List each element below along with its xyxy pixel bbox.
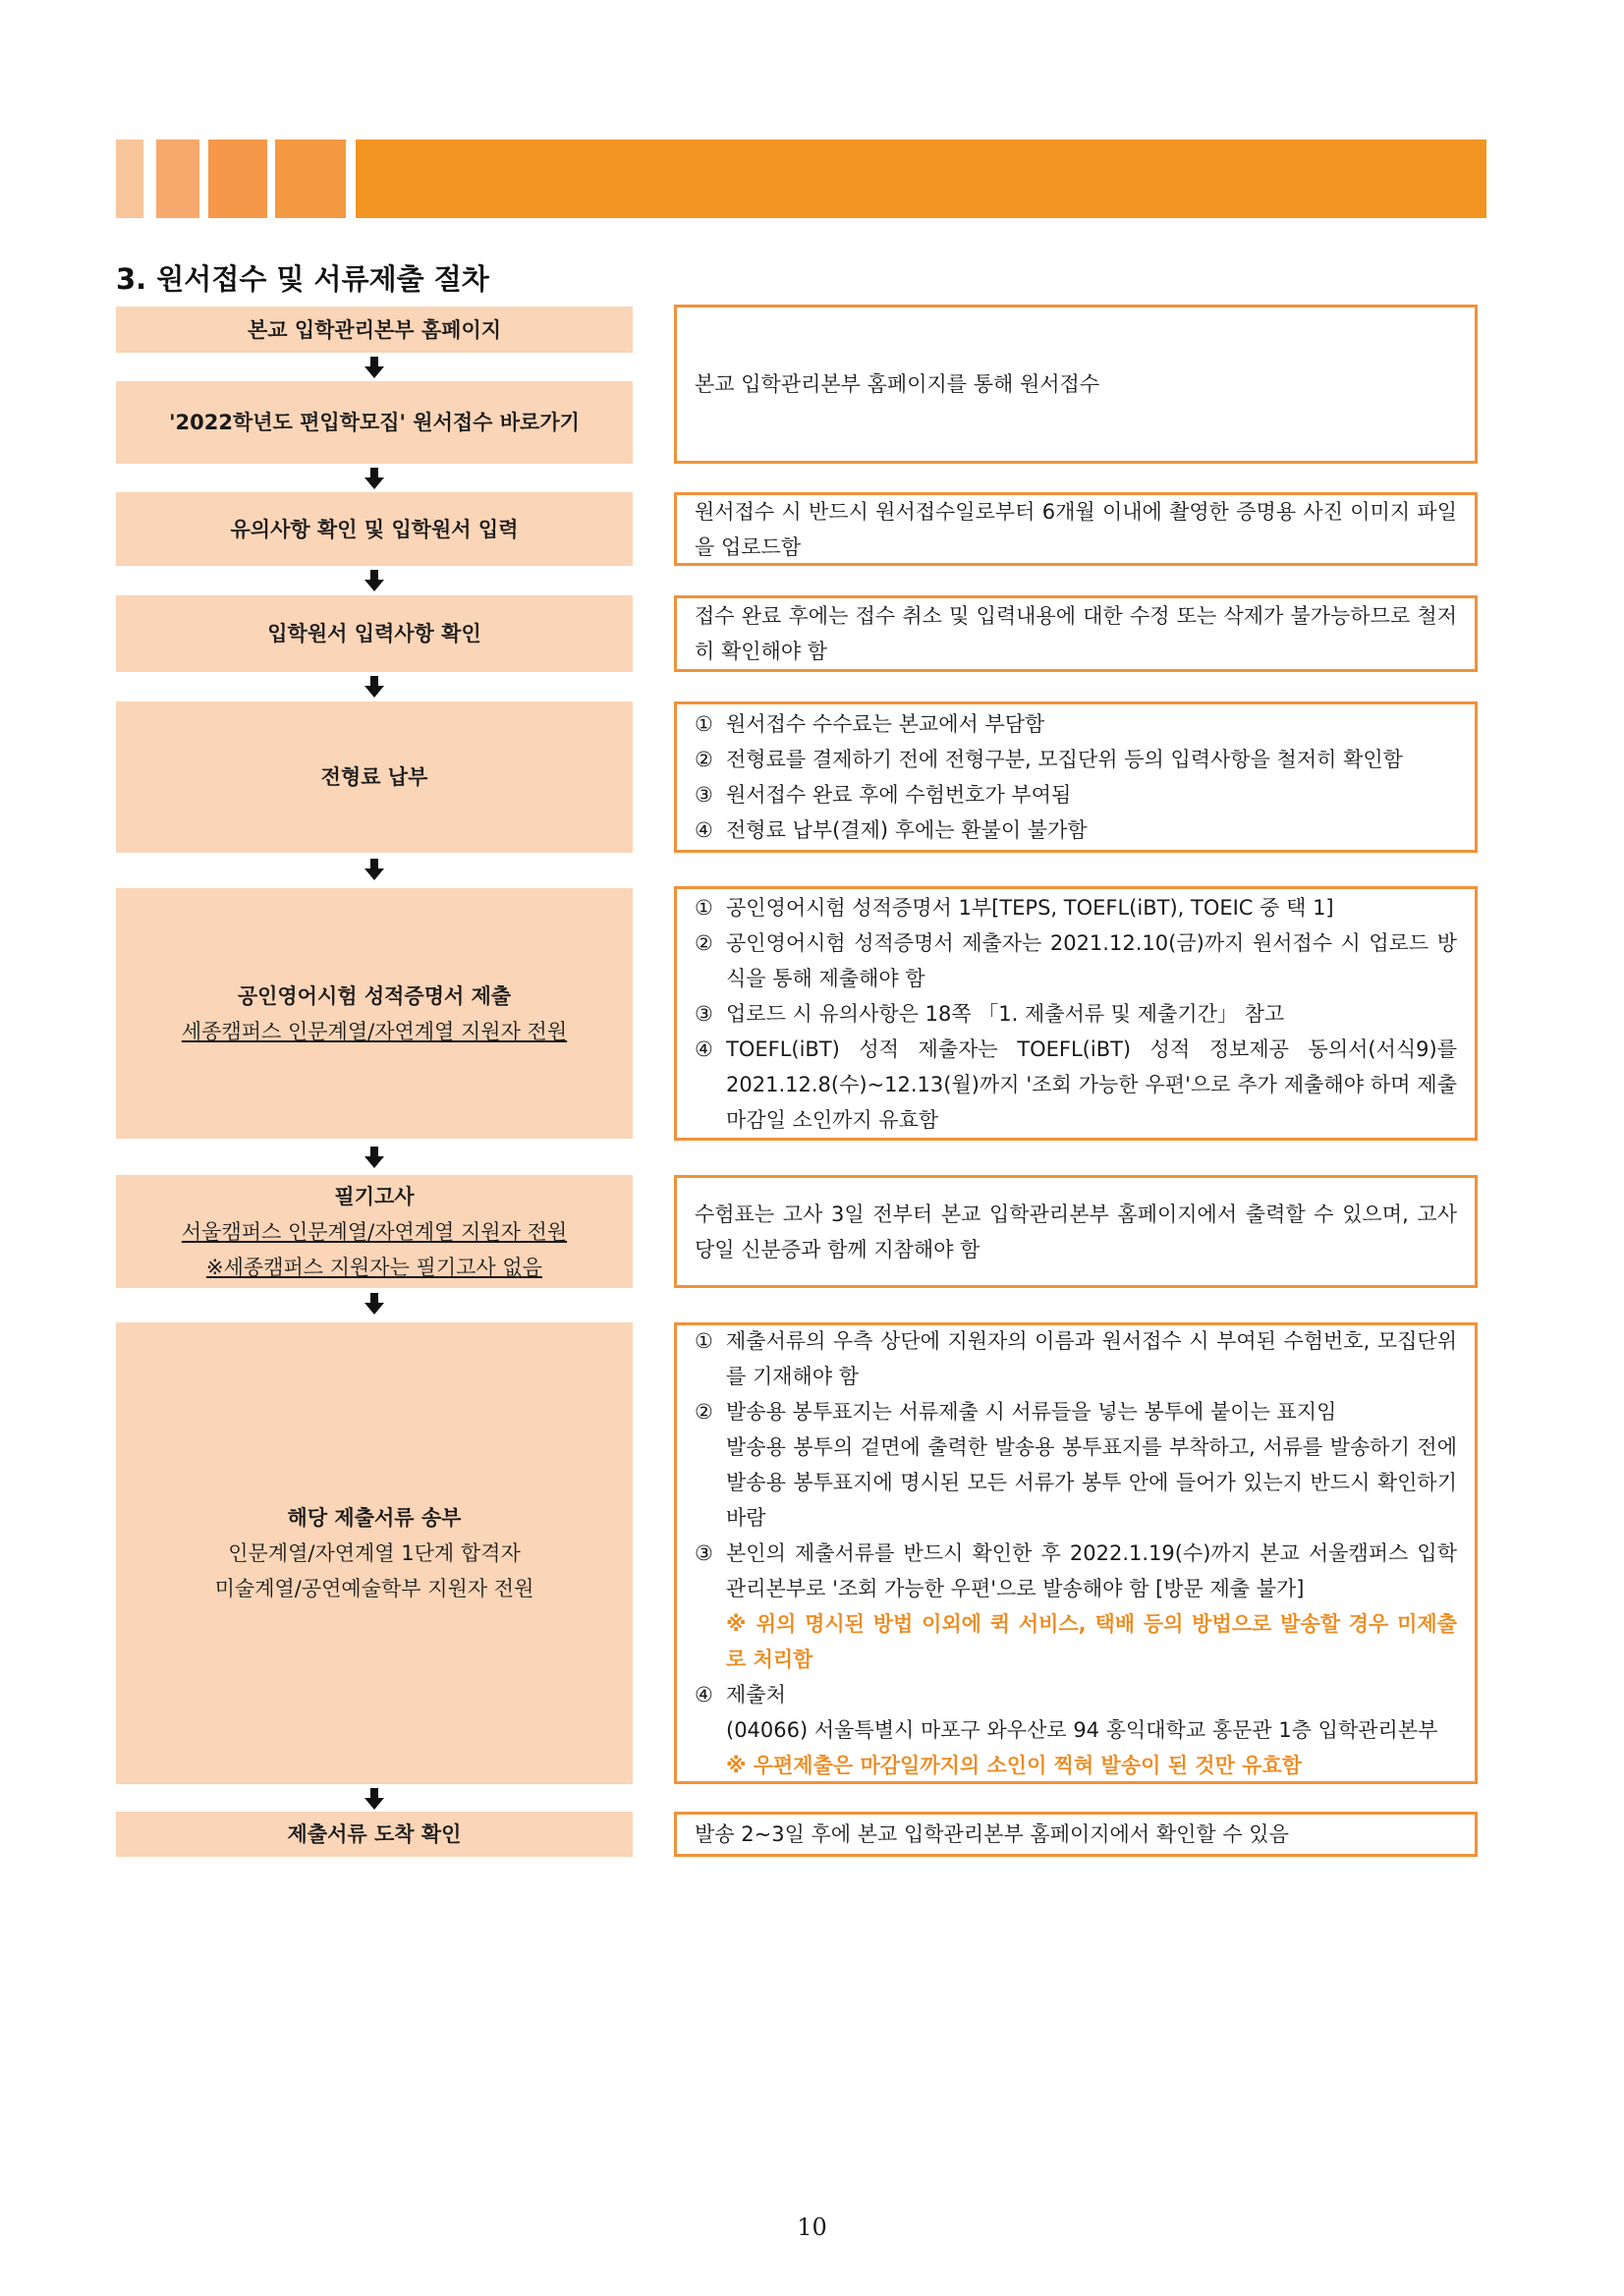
note-application-input bbox=[674, 492, 1478, 566]
item-text: 공인영어시험 성적증명서 1부[TEPS, TOEFL(iBT), TOEIC 중 택 1] bbox=[726, 895, 1334, 920]
item-number: ④ bbox=[695, 1683, 713, 1707]
note-item bbox=[695, 890, 1457, 925]
note-item bbox=[695, 1323, 1457, 1394]
header-bar bbox=[356, 140, 1486, 218]
down-arrow-icon bbox=[362, 1786, 387, 1812]
item-number: ② bbox=[695, 930, 713, 955]
note-item bbox=[695, 1606, 1457, 1677]
step-title: 제출서류 도착 확인 bbox=[287, 1822, 462, 1846]
step-title: 해당 제출서류 송부 bbox=[287, 1506, 462, 1530]
down-arrow-icon bbox=[362, 466, 387, 491]
warning-note: ※ 우편제출은 마감일까지의 소인이 찍혀 발송이 된 것만 유효함 bbox=[726, 1754, 1303, 1777]
note-fee bbox=[674, 701, 1478, 853]
item-number: ③ bbox=[695, 1541, 713, 1565]
step-subtitle: 서울캠퍼스 인문계열/자연계열 지원자 전원 bbox=[181, 1219, 568, 1244]
item-number: ② bbox=[695, 748, 713, 771]
step-title: 필기고사 bbox=[334, 1184, 415, 1208]
down-arrow-icon bbox=[362, 1291, 387, 1316]
item-number: ① bbox=[695, 1329, 713, 1353]
note-item bbox=[695, 1748, 1457, 1783]
note-documents bbox=[674, 1322, 1478, 1784]
warning-note: ※ 위의 명시된 방법 이외에 퀵 서비스, 택배 등의 방법으로 발송할 경우 미제출로 처리함 bbox=[726, 1612, 1457, 1671]
item-number: ① bbox=[695, 712, 713, 736]
note-item bbox=[695, 1032, 1457, 1138]
item-number: ④ bbox=[695, 818, 713, 842]
address-text: (04066) 서울특별시 마포구 와우산로 94 홍익대학교 홍문관 1층 입학관리본부 bbox=[726, 1718, 1438, 1742]
item-number: ④ bbox=[695, 1036, 713, 1061]
note-item bbox=[695, 777, 1457, 812]
down-arrow-icon bbox=[362, 674, 387, 700]
item-number: ③ bbox=[695, 1001, 713, 1026]
item-number: ① bbox=[695, 895, 713, 920]
item-text: TOEFL(iBT) 성적 제출자는 TOEFL(iBT) 성적 정보제공 동의서(서식9)를 2021.12.8(수)~12.13(월)까지 '조회 가능한 우편'으로 추가 제출해야 하며 제출 마감일 소인까지 유효함 bbox=[726, 1036, 1457, 1132]
step-subtitle: 인문계열/자연계열 1단계 합격자 bbox=[228, 1541, 521, 1565]
note-item bbox=[695, 1429, 1457, 1536]
note-confirm bbox=[674, 595, 1478, 672]
item-text: 제출처 bbox=[726, 1683, 786, 1707]
step-english-certificate bbox=[116, 888, 633, 1139]
step-confirm-input bbox=[116, 595, 633, 672]
note-item bbox=[695, 1712, 1457, 1748]
section-title: 3. 원서접수 및 서류제출 절차 bbox=[116, 262, 489, 296]
step-title: 본교 입학관리본부 홈페이지 bbox=[247, 317, 502, 342]
note-text: 원서접수 시 반드시 원서접수일로부터 6개월 이내에 촬영한 증명용 사진 이미지 파일을 업로드함 bbox=[695, 499, 1457, 559]
down-arrow-icon bbox=[362, 568, 387, 593]
page-number: 10 bbox=[797, 2213, 827, 2241]
header-bar-segment-1 bbox=[116, 140, 143, 218]
note-written-exam bbox=[674, 1175, 1478, 1288]
item-text: 업로드 시 유의사항은 18쪽 「1. 제출서류 및 제출기간」 참고 bbox=[726, 1001, 1285, 1026]
item-text: 발송용 봉투표지는 서류제출 시 서류들을 넣는 봉투에 붙이는 표지임 bbox=[726, 1400, 1337, 1424]
step-title: 유의사항 확인 및 입학원서 입력 bbox=[230, 517, 519, 541]
note-item bbox=[695, 1536, 1457, 1606]
item-text: 본인의 제출서류를 반드시 확인한 후 2022.1.19(수)까지 본교 서울캠퍼스 입학관리본부로 '조회 가능한 우편'으로 발송해야 함 [방문 제출 불가] bbox=[726, 1541, 1457, 1600]
item-text: 전형료 납부(결제) 후에는 환불이 불가함 bbox=[726, 818, 1088, 842]
step-fee-payment bbox=[116, 701, 633, 853]
step-subtitle: ※세종캠퍼스 지원자는 필기고사 없음 bbox=[206, 1255, 542, 1279]
step-written-exam bbox=[116, 1175, 633, 1288]
step-application-input bbox=[116, 492, 633, 566]
step-homepage bbox=[116, 307, 633, 353]
note-item bbox=[695, 742, 1457, 777]
item-number: ③ bbox=[695, 783, 713, 807]
note-item bbox=[695, 996, 1457, 1032]
note-item bbox=[695, 706, 1457, 742]
note-text: 발송 2~3일 후에 본교 입학관리본부 홈페이지에서 확인할 수 있음 bbox=[695, 1822, 1289, 1846]
header-bar-segment-3 bbox=[208, 140, 267, 218]
note-text: 수험표는 고사 3일 전부터 본교 입학관리본부 홈페이지에서 출력할 수 있으며, 고사 당일 신분증과 함께 지참해야 함 bbox=[695, 1202, 1457, 1261]
note-item bbox=[695, 1677, 1457, 1712]
note-arrival bbox=[674, 1812, 1478, 1857]
note-item bbox=[695, 925, 1457, 996]
item-text: 공인영어시험 성적증명서 제출자는 2021.12.10(금)까지 원서접수 시 업로드 방식을 통해 제출해야 함 bbox=[726, 930, 1457, 990]
note-text: 본교 입학관리본부 홈페이지를 통해 원서접수 bbox=[695, 372, 1100, 396]
step-send-documents bbox=[116, 1322, 633, 1784]
step-subtitle: 세종캠퍼스 인문계열/자연계열 지원자 전원 bbox=[181, 1019, 568, 1043]
step-arrival-check bbox=[116, 1812, 633, 1857]
down-arrow-icon bbox=[362, 1145, 387, 1170]
header-bar-segment-4 bbox=[275, 140, 346, 218]
note-homepage bbox=[674, 305, 1478, 464]
note-item bbox=[695, 812, 1457, 848]
item-text: 원서접수 완료 후에 수험번호가 부여됨 bbox=[726, 783, 1072, 807]
note-english bbox=[674, 886, 1478, 1141]
step-title: '2022학년도 편입학모집' 원서접수 바로가기 bbox=[169, 411, 580, 434]
note-item bbox=[695, 1394, 1457, 1429]
note-text: 접수 완료 후에는 접수 취소 및 입력내용에 대한 수정 또는 삭제가 불가능하므로 철저히 확인해야 함 bbox=[695, 604, 1457, 663]
item-text: 제출서류의 우측 상단에 지원자의 이름과 원서접수 시 부여된 수험번호, 모집단위를 기재해야 함 bbox=[726, 1329, 1457, 1388]
down-arrow-icon bbox=[362, 857, 387, 882]
item-number: ② bbox=[695, 1400, 713, 1424]
header-bar-segment-2 bbox=[156, 140, 199, 218]
item-text: 전형료를 결제하기 전에 전형구분, 모집단위 등의 입력사항을 철저히 확인함 bbox=[726, 748, 1403, 771]
step-title: 전형료 납부 bbox=[320, 765, 428, 789]
step-title: 공인영어시험 성적증명서 제출 bbox=[237, 983, 512, 1008]
item-text: 발송용 봉투의 겉면에 출력한 발송용 봉투표지를 부착하고, 서류를 발송하기 전에 발송용 봉투표지에 명시된 모든 서류가 봉투 안에 들어가 있는지 반드시 확인하기 바람 bbox=[726, 1435, 1457, 1530]
step-subtitle: 미술계열/공연예술학부 지원자 전원 bbox=[214, 1577, 534, 1600]
item-text: 원서접수 수수료는 본교에서 부담함 bbox=[726, 712, 1045, 736]
step-shortcut bbox=[116, 381, 633, 464]
down-arrow-icon bbox=[362, 355, 387, 380]
step-title: 입학원서 입력사항 확인 bbox=[267, 622, 481, 645]
